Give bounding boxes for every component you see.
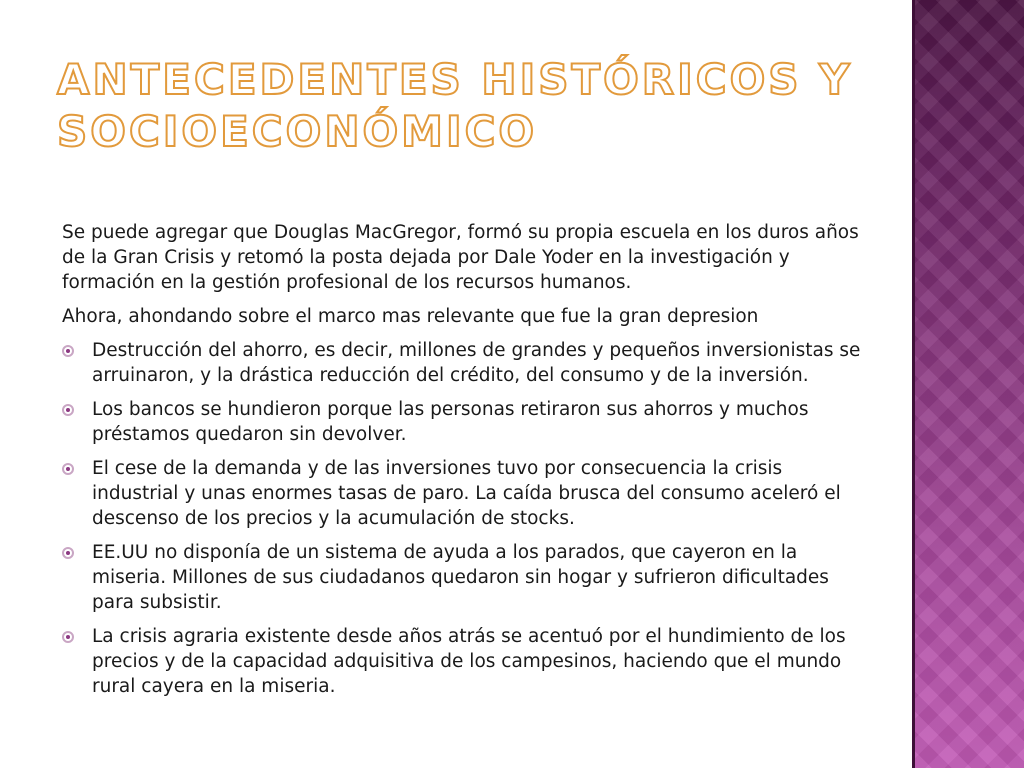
- decorative-side-panel: [912, 0, 1024, 768]
- intro-paragraph: Se puede agregar que Douglas MacGregor, formó su propia escuela en los duros años de la Gran Crisis y retomó la posta dejada por Dale Yoder en la investigación y formación en la gestión profesional de los recursos humanos.: [62, 222, 859, 293]
- bullet-text: Los bancos se hundieron porque las personas retiraron sus ahorros y muchos préstamos quedaron sin devolver.: [92, 399, 809, 445]
- list-item: [62, 338, 862, 388]
- list-item: [62, 397, 862, 447]
- bullet-text: El cese de la demanda y de las inversiones tuvo por consecuencia la crisis industrial y unas enormes tasas de paro. La caída brusca del consumo aceleró el descenso de los precios y la acumulación de stocks.: [92, 458, 841, 529]
- bullet-text: Destrucción del ahorro, es decir, millones de grandes y pequeños inversionistas se arruinaron, y la drástica reducción del crédito, del consumo y de la inversión.: [92, 340, 861, 386]
- bullet-text: La crisis agraria existente desde años atrás se acentuó por el hundimiento de los precios y de la capacidad adquisitiva de los campesinos, haciendo que el mundo rural cayera en la miseria.: [92, 626, 846, 697]
- circle-bullet-icon: [62, 404, 74, 416]
- circle-bullet-icon: [62, 463, 74, 475]
- slide-title: ANTECEDENTES HISTÓRICOS Y SOCIOECONÓMICO: [57, 55, 853, 156]
- side-panel-edge: [912, 0, 915, 768]
- circle-bullet-icon: [62, 547, 74, 559]
- list-item: [62, 456, 862, 531]
- bullet-text: EE.UU no disponía de un sistema de ayuda a los parados, que cayeron en la miseria. Millones de sus ciudadanos quedaron sin hogar y sufrieron dificultades para subsistir.: [92, 542, 829, 613]
- circle-bullet-icon: [62, 631, 74, 643]
- slide-body: [62, 220, 862, 708]
- circle-bullet-icon: [62, 345, 74, 357]
- second-paragraph: Ahora, ahondando sobre el marco mas relevante que fue la gran depresion: [62, 306, 759, 327]
- list-item: [62, 624, 862, 699]
- list-item: [62, 540, 862, 615]
- bullet-list: [62, 338, 862, 699]
